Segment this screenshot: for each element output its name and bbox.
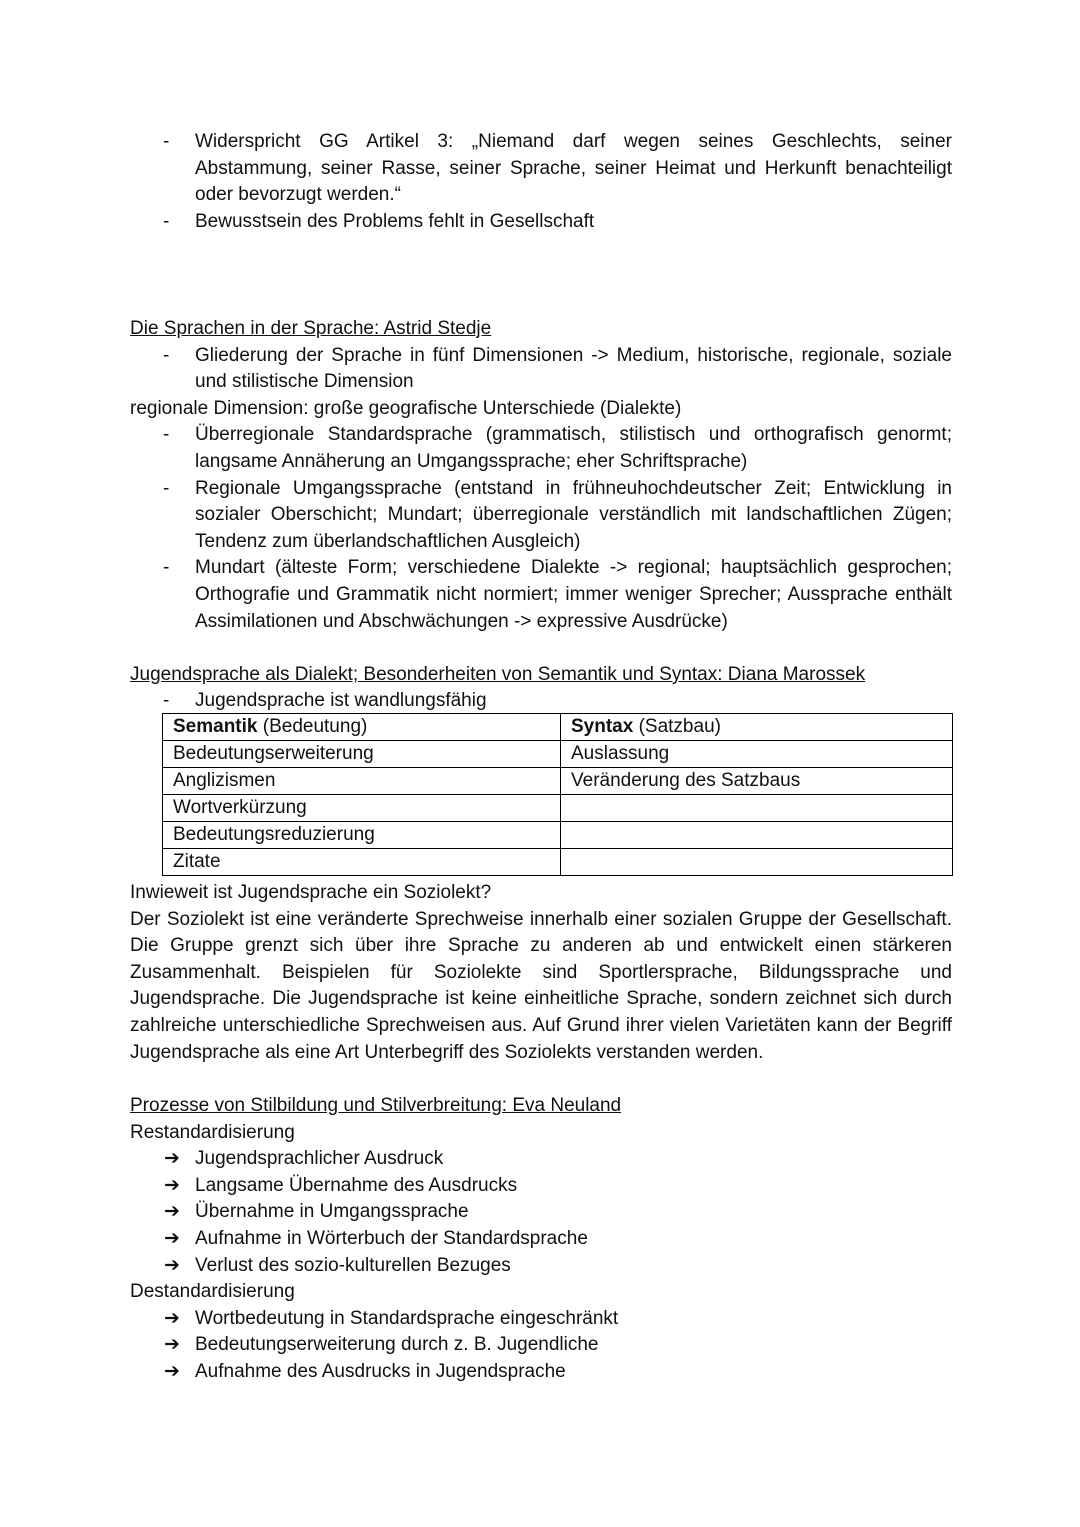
table-cell: Auslassung xyxy=(561,740,953,767)
question-line: Inwieweit ist Jugendsprache ein Soziolekt? xyxy=(130,882,492,903)
arrow-icon: ➔ xyxy=(164,1227,180,1249)
destandard-title: Destandardisierung xyxy=(130,1281,295,1303)
section-stedje xyxy=(130,316,952,635)
list-item xyxy=(130,1173,952,1200)
list-item-text: Jugendsprache ist wandlungsfähig xyxy=(195,689,487,711)
list-item-text: Jugendsprachlicher Ausdruck xyxy=(195,1148,444,1170)
list-item xyxy=(130,1226,952,1253)
table-cell: Bedeutungserweiterung xyxy=(163,740,561,767)
table-row xyxy=(163,821,953,848)
arrow-icon: ➔ xyxy=(164,1174,180,1196)
list-item xyxy=(130,1306,952,1333)
arrow-icon: ➔ xyxy=(164,1360,180,1382)
arrow-icon: ➔ xyxy=(164,1148,180,1170)
dash-marker: - xyxy=(163,424,170,446)
section-heading: Jugendsprache als Dialekt; Besonderheiten von Semantik und Syntax: Diana Marossek xyxy=(130,664,866,685)
dash-marker: - xyxy=(163,210,170,232)
answer-paragraph: Der Soziolekt ist eine veränderte Sprechweise innerhalb einer sozialen Gruppe der Gesellschaft. Die Gruppe grenzt sich über ihre Sprache zu anderen ab und entwickelt einen stärkeren Zusammenhalt. Beispielen für Soziolekte sind Sportlersprache, Bildungssprache und Jugendsprache. Die Jugendsprache ist keine einheitliche Sprache, sondern zeichnet sich durch zahlreiche unterschiedliche Sprechweisen aus. Auf Grund ihrer vielen Varietäten kann der Begriff Jugendsprache als eine Art Unterbegriff des Soziolekts verstanden werden. xyxy=(130,908,952,1063)
table-row xyxy=(163,794,953,821)
list-item xyxy=(130,1359,952,1386)
list-item-text: Aufnahme des Ausdrucks in Jugendsprache xyxy=(195,1360,566,1382)
section-heading: Die Sprachen in der Sprache: Astrid Stedje xyxy=(130,318,492,339)
arrow-icon: ➔ xyxy=(164,1307,180,1329)
table-header-cell: Syntax (Satzbau) xyxy=(561,713,953,740)
list-item xyxy=(130,1253,952,1280)
table-row xyxy=(163,848,953,875)
dash-marker: - xyxy=(163,557,170,579)
list-item-text: Bedeutungserweiterung durch z. B. Jugendliche xyxy=(195,1334,599,1356)
arrow-icon: ➔ xyxy=(164,1201,180,1223)
soziolekt-block xyxy=(130,880,952,1066)
table-cell xyxy=(561,848,953,875)
list-item xyxy=(130,689,952,713)
arrow-icon: ➔ xyxy=(164,1334,180,1356)
table-row xyxy=(163,767,953,794)
table-cell: Zitate xyxy=(163,848,561,875)
list-item xyxy=(130,1146,952,1173)
list-item-text: Wortbedeutung in Standardsprache eingeschränkt xyxy=(195,1307,619,1329)
dash-marker: - xyxy=(163,477,170,499)
list-item xyxy=(130,209,952,236)
table-row xyxy=(163,740,953,767)
list-item-text: Langsame Übernahme des Ausdrucks xyxy=(195,1174,518,1196)
table-cell: Bedeutungsreduzierung xyxy=(163,821,561,848)
restandard-title: Restandardisierung xyxy=(130,1121,295,1143)
table-cell: Anglizismen xyxy=(163,767,561,794)
list-item-text: Überregionale Standardsprache (grammatisch, stilistisch und orthografisch genormt; langsame Annäherung an Umgangssprache; eher Schriftsprache) xyxy=(195,424,952,472)
table-cell: Veränderung des Satzbaus xyxy=(561,767,953,794)
list-item-text: Mundart (älteste Form; verschiedene Dialekte -> regional; hauptsächlich gesprochen; Orthografie und Grammatik nicht normiert; immer weniger Sprecher; Aussprache enthält Assimilationen und Abschwächungen -> expressive Ausdrücke) xyxy=(195,557,952,632)
list-item xyxy=(130,343,952,396)
list-item-text: Widerspricht GG Artikel 3: „Niemand darf wegen seines Geschlechts, seiner Abstammung, seiner Rasse, seiner Sprache, seiner Heimat und Herkunft benachteiligt oder bevorzugt werden.“ xyxy=(195,131,952,206)
list-item xyxy=(130,555,952,635)
dash-marker: - xyxy=(163,689,170,711)
arrow-icon: ➔ xyxy=(164,1254,180,1276)
list-item xyxy=(130,1199,952,1226)
dash-marker: - xyxy=(163,131,170,152)
list-item xyxy=(130,129,952,209)
section-heading: Prozesse von Stilbildung und Stilverbreitung: Eva Neuland xyxy=(130,1095,622,1116)
section-marossek xyxy=(130,662,952,876)
semantik-syntax-table xyxy=(162,713,953,876)
table-header-row xyxy=(163,713,953,740)
list-item xyxy=(130,476,952,556)
list-item xyxy=(130,422,952,475)
top-bullet-list xyxy=(130,129,952,235)
section-neuland xyxy=(130,1093,952,1386)
list-item-text: Übernahme in Umgangssprache xyxy=(195,1201,469,1223)
dash-marker: - xyxy=(163,344,170,366)
list-item xyxy=(130,1332,952,1359)
list-item-text: Bewusstsein des Problems fehlt in Gesellschaft xyxy=(195,210,595,232)
table-header-cell: Semantik (Bedeutung) xyxy=(163,713,561,740)
subheading: regionale Dimension: große geografische Unterschiede (Dialekte) xyxy=(130,397,682,419)
list-item-text: Gliederung der Sprache in fünf Dimensionen -> Medium, historische, regionale, soziale und stilistische Dimension xyxy=(195,344,952,393)
list-item-text: Aufnahme in Wörterbuch der Standardsprache xyxy=(195,1227,588,1249)
table-cell xyxy=(561,821,953,848)
list-item-text: Regionale Umgangssprache (entstand in frühneuhochdeutscher Zeit; Entwicklung in sozialer Oberschicht; Mundart; überregionale verständlich mit landschaftlichen Zügen; Tendenz zum überlandschaftlichen Ausgleich) xyxy=(195,477,952,552)
list-item-text: Verlust des sozio-kulturellen Bezuges xyxy=(195,1254,511,1276)
table-cell: Wortverkürzung xyxy=(163,794,561,821)
table-cell xyxy=(561,794,953,821)
